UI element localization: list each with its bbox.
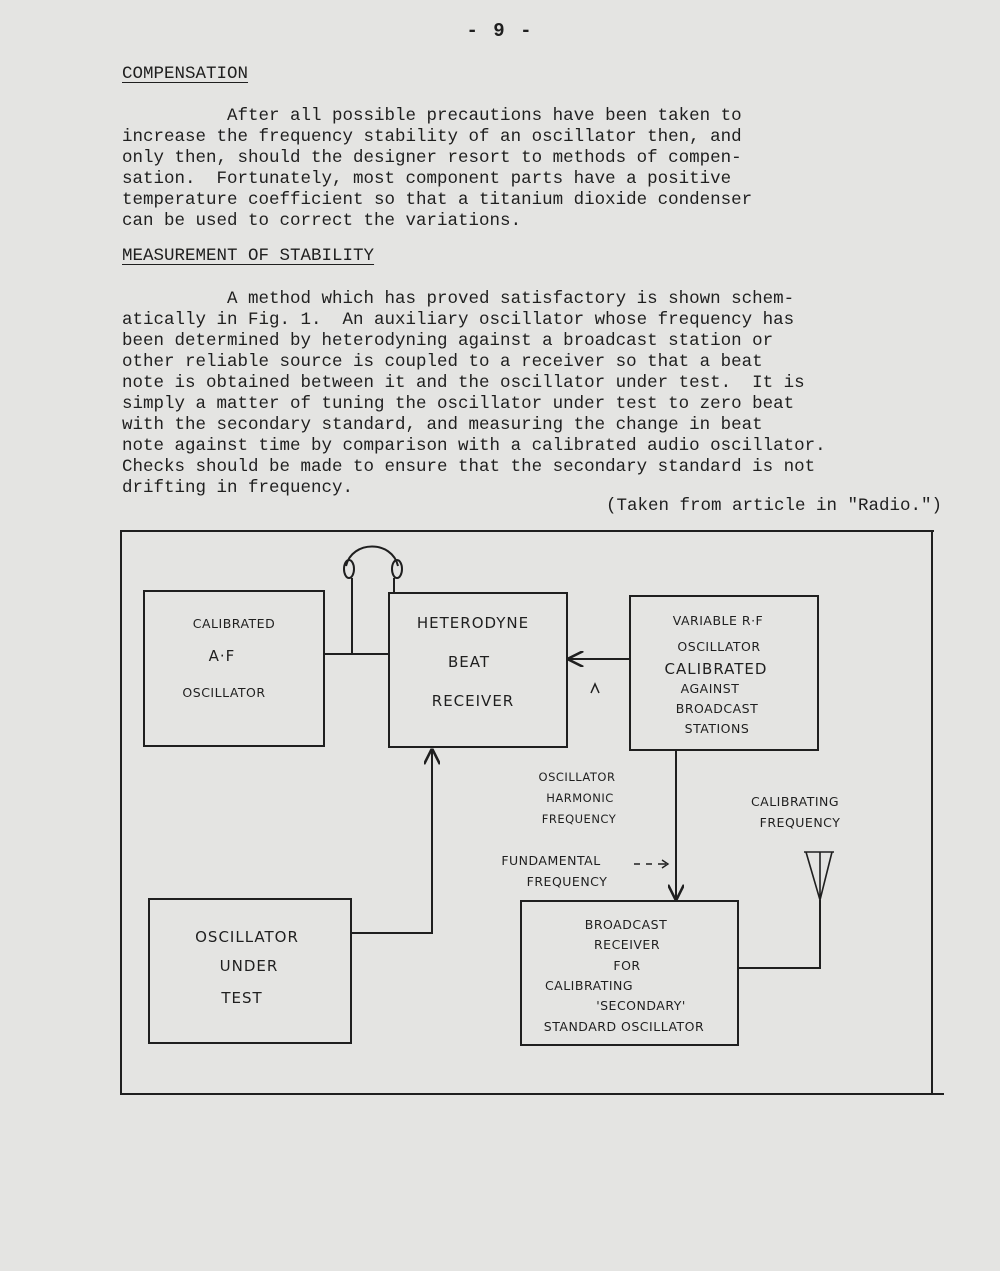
page-number: - 9 - bbox=[466, 20, 534, 42]
rf-label-line: CALIBRATED bbox=[664, 660, 768, 678]
broadcast-label-line: RECEIVER bbox=[593, 937, 661, 952]
text-line: atically in Fig. 1. An auxiliary oscillator whose frequency has bbox=[122, 310, 795, 330]
antenna-lead bbox=[738, 900, 820, 968]
text-line: After all possible precautions have been taken to bbox=[122, 106, 742, 126]
test-to-receiver-arrow bbox=[351, 750, 432, 933]
test-label-line: UNDER bbox=[219, 957, 279, 975]
receiver-label-line: BEAT bbox=[447, 653, 491, 671]
receiver-label-line: RECEIVER bbox=[431, 692, 515, 710]
text-line: with the secondary standard, and measuring the change in beat bbox=[122, 415, 763, 435]
harmonic-label-line: HARMONIC bbox=[546, 791, 614, 805]
text-line: can be used to correct the variations. bbox=[122, 211, 522, 231]
test-label-line: OSCILLATOR bbox=[195, 928, 299, 946]
rf-label-line: AGAINST bbox=[680, 681, 740, 696]
text-line: note against time by comparison with a calibrated audio oscillator. bbox=[122, 436, 826, 456]
broadcast-label-line: STANDARD OSCILLATOR bbox=[543, 1019, 705, 1034]
test-label-line: TEST bbox=[221, 989, 263, 1007]
receiver-label-line: HETERODYNE bbox=[416, 614, 530, 632]
text-line: A method which has proved satisfactory is shown schem- bbox=[122, 289, 795, 309]
small-caret-mark bbox=[591, 684, 599, 693]
af-label-line: OSCILLATOR bbox=[182, 685, 266, 700]
text-line: only then, should the designer resort to methods of compen- bbox=[122, 148, 742, 168]
heading-measurement-of-stability: MEASUREMENT OF STABILITY bbox=[122, 246, 375, 266]
text-line: simply a matter of tuning the oscillator under test to zero beat bbox=[122, 394, 795, 414]
rf-label-line: BROADCAST bbox=[675, 701, 759, 716]
text-line: drifting in frequency. bbox=[122, 478, 354, 498]
harmonic-label-line: OSCILLATOR bbox=[538, 770, 616, 784]
fundamental-label-line: FREQUENCY bbox=[526, 874, 608, 889]
calibrating-label-line: CALIBRATING bbox=[750, 794, 840, 809]
af-oscillator-box bbox=[144, 591, 324, 746]
broadcast-label-line: FOR bbox=[613, 958, 641, 973]
rf-label-line: OSCILLATOR bbox=[677, 639, 761, 654]
broadcast-label-line: CALIBRATING bbox=[544, 978, 634, 993]
broadcast-label-line: BROADCAST bbox=[584, 917, 668, 932]
text-line: Checks should be made to ensure that the secondary standard is not bbox=[122, 457, 816, 477]
af-label-line: A·F bbox=[208, 647, 236, 665]
fundamental-label-line: FUNDAMENTAL bbox=[501, 853, 601, 868]
rf-label-line: STATIONS bbox=[684, 721, 750, 736]
rf-label-line: VARIABLE R·F bbox=[672, 613, 764, 628]
af-label-line: CALIBRATED bbox=[192, 616, 276, 631]
citation: (Taken from article in "Radio.") bbox=[605, 496, 942, 516]
text-line: other reliable source is coupled to a receiver so that a beat bbox=[122, 352, 763, 372]
harmonic-label-line: FREQUENCY bbox=[541, 812, 617, 826]
headphone-left-icon bbox=[344, 560, 354, 578]
antenna-icon bbox=[804, 852, 834, 900]
calibrating-label-line: FREQUENCY bbox=[759, 815, 841, 830]
text-line: sation. Fortunately, most component parts have a positive bbox=[122, 169, 732, 189]
text-line: note is obtained between it and the oscillator under test. It is bbox=[122, 373, 805, 393]
text-line: increase the frequency stability of an oscillator then, and bbox=[122, 127, 742, 147]
broadcast-label-line: 'SECONDARY' bbox=[596, 998, 686, 1013]
heading-compensation: COMPENSATION bbox=[122, 64, 249, 84]
text-line: temperature coefficient so that a titanium dioxide condenser bbox=[122, 190, 753, 210]
text-line: been determined by heterodyning against a broadcast station or bbox=[122, 331, 774, 351]
